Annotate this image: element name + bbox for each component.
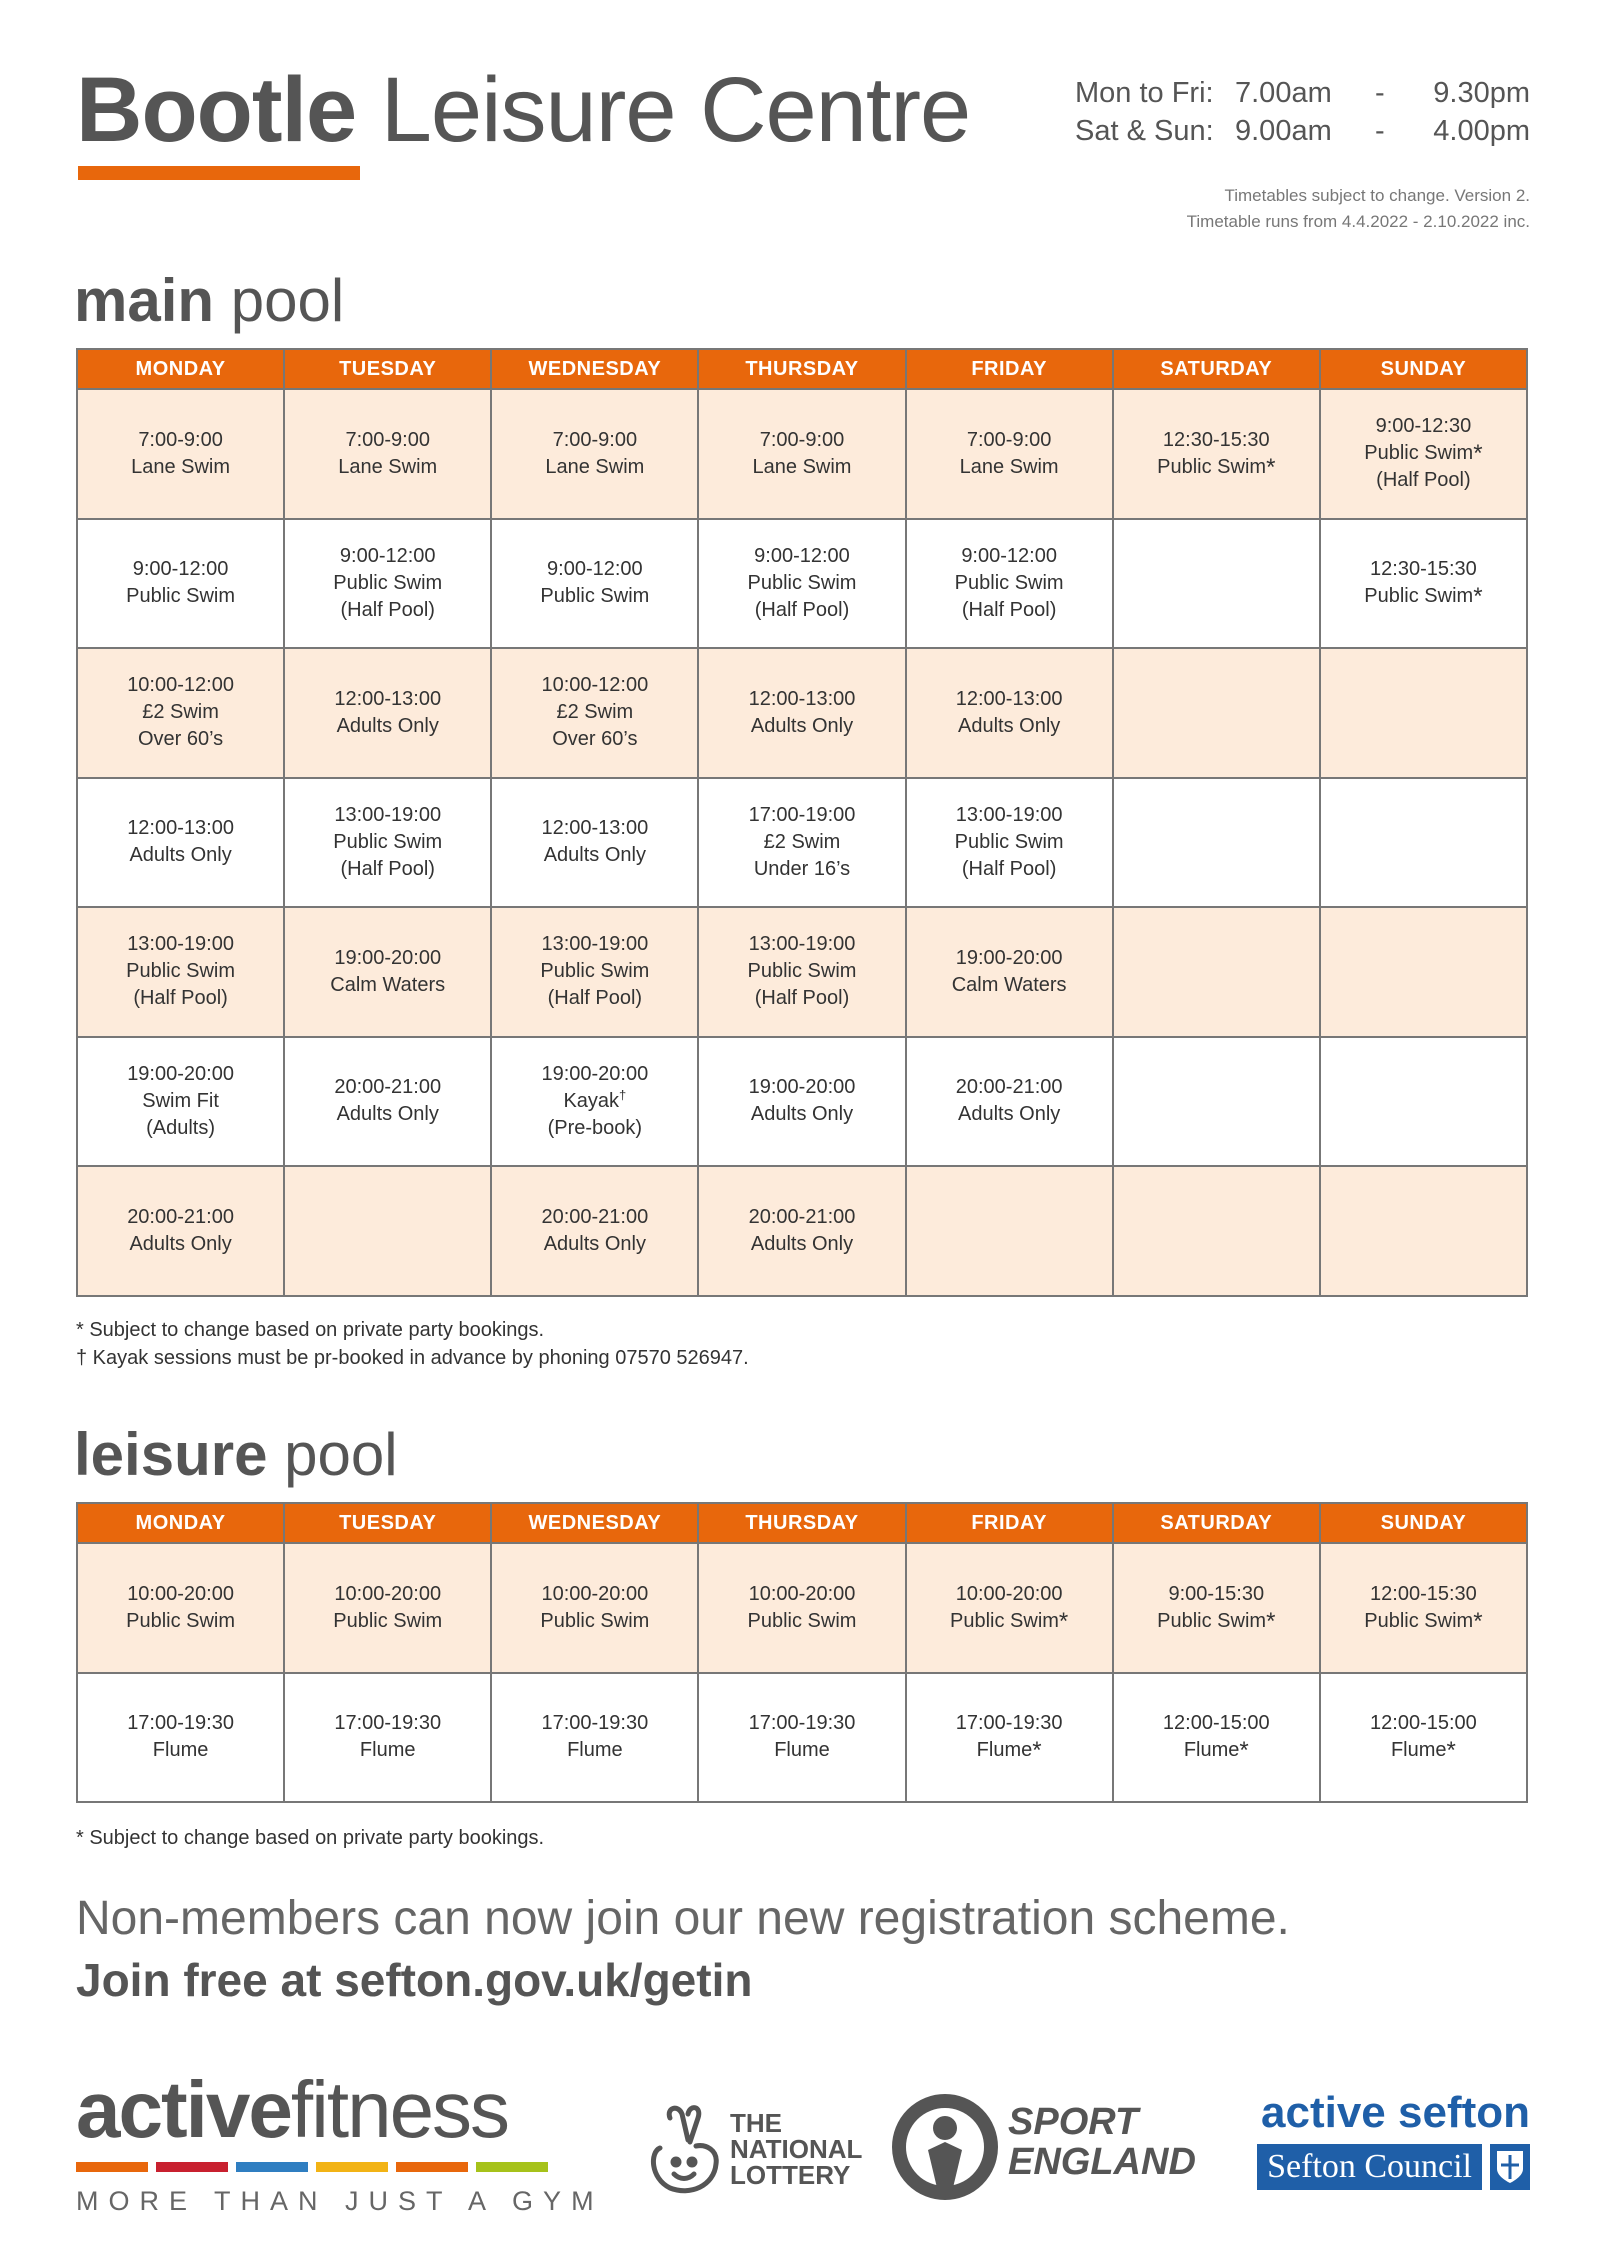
session-text: 20:00-21:00: [541, 1205, 649, 1228]
timetable-row: [77, 1543, 1527, 1673]
sefton-crest-icon: [1490, 2144, 1530, 2190]
sport-england-text: [1008, 2102, 1196, 2182]
session-text: 19:00-20:00: [541, 1062, 649, 1085]
timetable-row: [77, 778, 1527, 908]
session-text: Public Swim: [747, 1609, 857, 1632]
session-text: Flume*: [976, 1737, 1042, 1765]
main-pool-timetable: [76, 348, 1528, 1297]
session-cell: [698, 907, 905, 1037]
hours-days: Sat & Sun:: [1075, 115, 1214, 147]
session-cell: [1320, 389, 1527, 519]
session-text: 10:00-20:00: [127, 1582, 234, 1605]
session-cell: [698, 519, 905, 649]
day-header-friday: FRIDAY: [906, 349, 1113, 389]
session-cell: [284, 1037, 491, 1167]
session-text: Flume: [567, 1739, 623, 1762]
main-pool-body: [77, 389, 1527, 1296]
session-text: 10:00-20:00: [541, 1582, 649, 1605]
promo-link[interactable]: Join free at sefton.gov.uk/getin: [76, 1954, 753, 2006]
timetable-row: [77, 648, 1527, 778]
session-text: 19:00-20:00: [748, 1076, 856, 1099]
sport-england-logo: [890, 2092, 1230, 2202]
session-text: Flume*: [1183, 1737, 1249, 1765]
session-cell: [77, 778, 284, 908]
session-text: (Half Pool): [961, 598, 1057, 621]
leisure-pool-day-header: [77, 1503, 1527, 1543]
session-cell: [906, 1543, 1113, 1673]
session-text: 13:00-19:00: [748, 933, 856, 956]
session-text: 17:00-19:30: [334, 1712, 442, 1735]
session-text: 9:00-12:00: [547, 558, 643, 581]
session-cell: [1320, 907, 1527, 1037]
session-text: 17:00-19:30: [955, 1712, 1063, 1735]
color-segment: [76, 2162, 148, 2172]
main-pool-title: [74, 266, 344, 336]
session-cell: [906, 1673, 1113, 1803]
section-title-bold: main: [74, 267, 215, 334]
session-text: Lane Swim: [959, 455, 1059, 478]
day-header-sunday: SUNDAY: [1320, 349, 1527, 389]
sport-england-icon: [890, 2092, 1000, 2202]
session-text: (Half Pool): [961, 857, 1057, 880]
session-text: (Half Pool): [754, 598, 850, 621]
session-text: 12:00-15:30: [1370, 1582, 1477, 1605]
day-header-thursday: THURSDAY: [698, 1503, 905, 1543]
session-text: Public Swim: [126, 1609, 236, 1632]
session-cell: [1113, 1543, 1320, 1673]
session-cell: [698, 1543, 905, 1673]
session-text: 9:00-12:30: [1375, 415, 1472, 438]
registration-promo: [76, 1888, 1290, 2010]
session-cell: [698, 1673, 905, 1803]
leisure-pool-timetable: [76, 1502, 1528, 1803]
session-cell: [77, 907, 284, 1037]
timetable-row: [77, 1166, 1527, 1296]
session-text: 20:00-21:00: [955, 1076, 1063, 1099]
session-text: Public Swim*: [1157, 1607, 1276, 1635]
section-title-rest: pool: [214, 267, 345, 334]
session-cell: [77, 648, 284, 778]
session-cell: [906, 907, 1113, 1037]
session-text: Public Swim: [540, 960, 650, 983]
session-cell: [906, 389, 1113, 519]
activefitness-logo: [76, 2065, 604, 2217]
session-text: Over 60’s: [137, 728, 224, 751]
day-header-friday: FRIDAY: [906, 1503, 1113, 1543]
session-text: Public Swim: [333, 571, 443, 594]
session-cell: [1320, 1673, 1527, 1803]
session-text: (Half Pool): [133, 987, 228, 1010]
session-text: 19:00-20:00: [334, 946, 442, 969]
session-cell: [77, 519, 284, 649]
sefton-council-badge: [1257, 2144, 1530, 2190]
session-text: Adults Only: [543, 844, 646, 867]
session-text: Lane Swim: [545, 455, 645, 478]
session-cell: [284, 778, 491, 908]
timetable-row: [77, 519, 1527, 649]
session-cell: [1320, 1543, 1527, 1673]
session-cell: [1113, 907, 1320, 1037]
session-cell: [1113, 1037, 1320, 1167]
session-text: 12:00-13:00: [541, 817, 649, 840]
session-text: Public Swim: [954, 571, 1064, 594]
wordmark-rest: fitness: [290, 2065, 509, 2154]
session-text: 12:00-13:00: [334, 687, 442, 710]
section-title-bold: leisure: [74, 1421, 268, 1488]
leisure-pool-body: [77, 1543, 1527, 1802]
title-bold: Bootle: [76, 59, 357, 161]
session-cell: [1113, 389, 1320, 519]
session-cell: [698, 389, 905, 519]
day-header-wednesday: WEDNESDAY: [491, 1503, 698, 1543]
note-dates: Timetable runs from 4.4.2022 - 2.10.2022 inc.: [1186, 212, 1530, 231]
session-text: 12:30-15:30: [1370, 558, 1477, 581]
session-text: (Half Pool): [547, 987, 643, 1010]
session-cell: [1113, 1166, 1320, 1296]
session-text: 7:00-9:00: [345, 428, 430, 451]
session-text: 19:00-20:00: [127, 1062, 234, 1085]
session-cell: [698, 1166, 905, 1296]
session-text: £2 Swim: [556, 701, 634, 724]
session-text: 20:00-21:00: [334, 1076, 442, 1099]
session-text: 20:00-21:00: [748, 1205, 856, 1228]
session-text: 9:00-12:00: [961, 544, 1057, 567]
session-cell: [284, 1673, 491, 1803]
session-text: Calm Waters: [951, 973, 1067, 996]
session-cell: [491, 1543, 698, 1673]
timetable-row: [77, 1037, 1527, 1167]
session-text: 12:00-13:00: [748, 687, 856, 710]
lottery-line: THE: [730, 2108, 782, 2138]
leisure-pool-title: [74, 1420, 398, 1490]
session-cell: [77, 1543, 284, 1673]
session-text: 9:00-12:00: [754, 544, 850, 567]
hours-open: 9.00am: [1235, 115, 1332, 147]
session-text: 12:00-15:00: [1370, 1712, 1477, 1735]
day-header-tuesday: TUESDAY: [284, 1503, 491, 1543]
session-cell: [491, 907, 698, 1037]
crossed-fingers-icon: [640, 2100, 730, 2200]
session-text: Flume*: [1390, 1737, 1456, 1765]
title-underline: [78, 166, 360, 180]
hours-close: 4.00pm: [1433, 115, 1530, 147]
day-header-saturday: SATURDAY: [1113, 349, 1320, 389]
day-header-tuesday: TUESDAY: [284, 349, 491, 389]
session-cell: [491, 648, 698, 778]
session-text: (Pre-book): [547, 1116, 643, 1139]
lottery-text: [730, 2110, 862, 2188]
day-header-thursday: THURSDAY: [698, 349, 905, 389]
session-cell: [698, 1037, 905, 1167]
session-text: 12:30-15:30: [1162, 428, 1270, 451]
session-text: 10:00-12:00: [127, 674, 234, 697]
session-cell: [906, 778, 1113, 908]
day-header-monday: MONDAY: [77, 1503, 284, 1543]
session-text: Adults Only: [958, 1103, 1061, 1126]
session-text: 13:00-19:00: [955, 803, 1063, 826]
session-text: Calm Waters: [330, 973, 446, 996]
session-text: Adults Only: [129, 844, 232, 867]
session-text: Public Swim: [333, 1609, 443, 1632]
timetable-row: [77, 907, 1527, 1037]
day-header-wednesday: WEDNESDAY: [491, 349, 698, 389]
session-text: 12:00-13:00: [127, 817, 234, 840]
session-text: 7:00-9:00: [966, 428, 1052, 451]
session-cell: [77, 1037, 284, 1167]
session-text: 13:00-19:00: [334, 803, 442, 826]
title-rest: Leisure Centre: [356, 59, 971, 161]
session-text: Swim Fit: [142, 1089, 219, 1112]
session-text: 13:00-19:00: [127, 933, 234, 956]
session-cell: [491, 778, 698, 908]
session-text: Adults Only: [750, 714, 854, 737]
session-cell: [284, 1543, 491, 1673]
session-text: Kayak†: [563, 1087, 627, 1112]
main-pool-footnote-party: * Subject to change based on private party bookings.: [76, 1319, 545, 1341]
session-text: Lane Swim: [338, 455, 438, 478]
session-text: (Half Pool): [754, 987, 850, 1010]
session-cell: [1320, 778, 1527, 908]
leisure-pool-footnote-party: * Subject to change based on private party bookings.: [76, 1827, 545, 1849]
session-text: 12:00-13:00: [955, 687, 1063, 710]
session-text: Public Swim: [126, 960, 236, 983]
day-header-monday: MONDAY: [77, 349, 284, 389]
session-text: Public Swim: [333, 830, 443, 853]
session-text: 13:00-19:00: [541, 933, 649, 956]
session-text: 9:00-12:00: [339, 544, 436, 567]
session-cell: [77, 1166, 284, 1296]
session-cell: [1113, 648, 1320, 778]
session-cell: [491, 1166, 698, 1296]
sport-line: SPORT: [1008, 2101, 1139, 2143]
color-segment: [476, 2162, 548, 2172]
session-cell: [906, 519, 1113, 649]
session-cell: [1320, 1037, 1527, 1167]
session-text: Public Swim: [540, 1609, 650, 1632]
session-cell: [1113, 519, 1320, 649]
session-text: Adults Only: [336, 714, 439, 737]
session-text: Lane Swim: [131, 455, 231, 478]
session-text: (Half Pool): [340, 598, 435, 621]
session-text: 19:00-20:00: [955, 946, 1063, 969]
session-cell: [491, 519, 698, 649]
session-text: Public Swim: [126, 585, 236, 608]
session-text: 9:00-12:00: [132, 558, 229, 581]
session-text: 7:00-9:00: [138, 428, 223, 451]
session-text: Flume: [774, 1739, 830, 1762]
session-cell: [698, 648, 905, 778]
session-text: Adults Only: [750, 1103, 854, 1126]
session-text: 17:00-19:00: [748, 803, 856, 826]
session-cell: [284, 519, 491, 649]
session-text: Public Swim: [540, 585, 650, 608]
session-text: (Half Pool): [1376, 469, 1471, 492]
session-cell: [698, 778, 905, 908]
sport-line: ENGLAND: [1008, 2141, 1196, 2183]
session-text: Lane Swim: [752, 455, 852, 478]
session-text: (Adults): [146, 1116, 216, 1139]
session-text: Adults Only: [336, 1103, 439, 1126]
sefton-council-text: Sefton Council: [1257, 2144, 1482, 2190]
activefitness-tagline: MORE THAN JUST A GYM: [76, 2186, 604, 2216]
session-text: 10:00-20:00: [334, 1582, 442, 1605]
session-cell: [77, 1673, 284, 1803]
session-cell: [284, 648, 491, 778]
session-cell: [1113, 1673, 1320, 1803]
session-text: 10:00-12:00: [541, 674, 649, 697]
session-text: Public Swim: [747, 571, 857, 594]
hours-days: Mon to Fri:: [1075, 77, 1214, 109]
session-text: 7:00-9:00: [759, 428, 845, 451]
color-segment: [396, 2162, 468, 2172]
activefitness-color-bar: [76, 2162, 556, 2172]
session-text: Public Swim*: [1364, 583, 1483, 611]
session-text: 20:00-21:00: [127, 1205, 234, 1228]
section-title-rest: pool: [267, 1421, 398, 1488]
color-segment: [316, 2162, 388, 2172]
session-cell: [1320, 1166, 1527, 1296]
session-text: Over 60’s: [552, 728, 638, 751]
session-cell: [491, 389, 698, 519]
day-header-saturday: SATURDAY: [1113, 1503, 1320, 1543]
main-pool-day-header: [77, 349, 1527, 389]
session-text: Public Swim*: [1364, 440, 1483, 468]
color-segment: [236, 2162, 308, 2172]
session-cell: [906, 1037, 1113, 1167]
session-cell: [491, 1673, 698, 1803]
active-sefton-wordmark: active sefton: [1261, 2088, 1530, 2137]
session-text: Public Swim*: [1364, 1607, 1483, 1635]
hours-row-weekend: [1075, 112, 1530, 150]
main-pool-footnote-kayak: † Kayak sessions must be pr-booked in advance by phoning 07570 526947.: [76, 1347, 749, 1369]
hours-sep: -: [1375, 115, 1385, 147]
session-text: Adults Only: [543, 1232, 646, 1255]
session-text: 9:00-15:30: [1168, 1582, 1265, 1605]
session-text: 17:00-19:30: [748, 1712, 856, 1735]
timetable-note: [1187, 183, 1530, 235]
promo-text: Non-members can now join our new registration scheme.: [76, 1892, 1290, 1945]
hours-close: 9.30pm: [1433, 77, 1530, 109]
active-sefton-logo: [1257, 2088, 1530, 2190]
timetable-row: [77, 389, 1527, 519]
session-text: Public Swim: [954, 830, 1064, 853]
session-text: Adults Only: [750, 1232, 854, 1255]
session-cell: [906, 1166, 1113, 1296]
session-text: 10:00-20:00: [748, 1582, 856, 1605]
session-text: Public Swim: [747, 960, 857, 983]
session-cell: [1320, 648, 1527, 778]
session-text: Flume: [359, 1739, 416, 1762]
session-text: Adults Only: [129, 1232, 232, 1255]
wordmark-bold: active: [76, 2065, 291, 2154]
session-text: (Half Pool): [340, 857, 435, 880]
session-cell: [284, 907, 491, 1037]
session-text: £2 Swim: [763, 830, 841, 853]
day-header-sunday: SUNDAY: [1320, 1503, 1527, 1543]
color-segment: [156, 2162, 228, 2172]
lottery-line: NATIONAL: [730, 2134, 863, 2164]
session-cell: [1320, 519, 1527, 649]
session-text: 17:00-19:30: [127, 1712, 234, 1735]
hours-sep: -: [1375, 77, 1385, 109]
note-version: Timetables subject to change. Version 2.: [1224, 186, 1530, 205]
session-cell: [77, 389, 284, 519]
session-text: Adults Only: [958, 714, 1061, 737]
session-cell: [906, 648, 1113, 778]
lottery-line: LOTTERY: [730, 2160, 851, 2190]
session-cell: [284, 1166, 491, 1296]
session-text: 10:00-20:00: [955, 1582, 1063, 1605]
timetable-row: [77, 1673, 1527, 1803]
session-text: Under 16’s: [753, 857, 851, 880]
session-cell: [491, 1037, 698, 1167]
session-text: 17:00-19:30: [541, 1712, 649, 1735]
hours-open: 7.00am: [1235, 77, 1332, 109]
activefitness-wordmark: [76, 2065, 556, 2154]
session-text: 12:00-15:00: [1162, 1712, 1270, 1735]
national-lottery-logo: [640, 2100, 870, 2200]
session-text: £2 Swim: [142, 701, 219, 724]
session-text: 7:00-9:00: [552, 428, 638, 451]
opening-hours: [1075, 74, 1530, 150]
session-text: Flume: [152, 1739, 209, 1762]
session-cell: [284, 389, 491, 519]
session-text: Public Swim*: [1157, 453, 1276, 481]
hours-row-weekday: [1075, 74, 1530, 112]
session-cell: [1113, 778, 1320, 908]
page-title: [76, 60, 970, 160]
session-text: Public Swim*: [950, 1607, 1069, 1635]
